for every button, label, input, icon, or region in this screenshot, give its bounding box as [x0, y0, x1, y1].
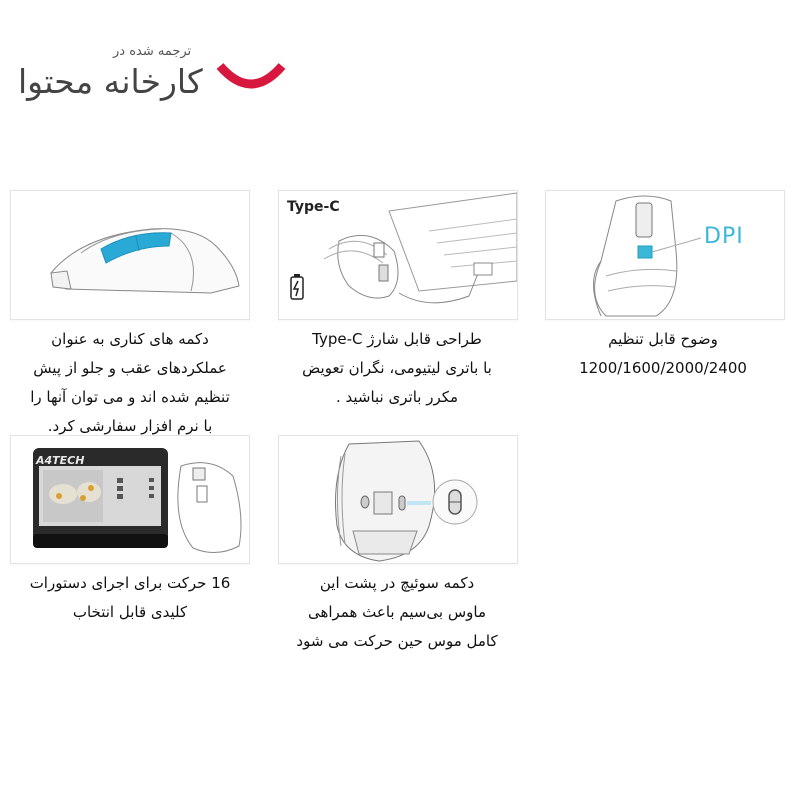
caption-line: دکمه های کناری به عنوان: [51, 330, 209, 348]
caption-line: مکرر باتری نباشید .: [335, 388, 459, 406]
mouse-side-view-icon: [11, 191, 249, 319]
caption-line: عملکردهای عقب و جلو از پیش: [33, 359, 227, 377]
caption-dpi: [533, 325, 793, 383]
logo-subtitle: ترجمه شده در: [113, 44, 192, 59]
caption-line: ماوس بی‌سیم باعث همراهی: [307, 603, 487, 621]
caption-line: 16 حرکت برای اجرای دستورات: [29, 574, 231, 592]
caption-line: تنظیم شده اند و می توان آنها را: [30, 388, 230, 406]
caption-line: کامل موس حین حرکت می شود: [296, 632, 498, 650]
logo: [18, 40, 278, 110]
feature-card-side-buttons: [10, 190, 250, 320]
caption-line: با نرم افزار سفارشی کرد.: [47, 417, 213, 435]
feature-card-software: [10, 435, 250, 564]
caption-power-switch: [267, 569, 527, 656]
caption-line: با باتری لیتیومی، نگران تعویض: [302, 359, 492, 377]
dpi-label: DPI: [704, 224, 744, 249]
brand-label: A4TECH: [36, 454, 85, 467]
caption-software: [0, 569, 260, 627]
smile-arc-icon: [216, 60, 286, 90]
logo-title: کارخانه محتوا: [18, 62, 203, 101]
battery-charging-icon: [291, 277, 303, 299]
feature-card-type-c: [278, 190, 518, 320]
caption-line: وضوح قابل تنظیم: [608, 330, 718, 348]
caption-side-buttons: [0, 325, 260, 441]
caption-line: دکمه سوئیچ در پشت این: [319, 574, 475, 592]
type-c-label: Type-C: [287, 199, 340, 215]
mouse-bottom-view-icon: [279, 436, 517, 563]
caption-line: طراحی قابل شارژ Type-C: [312, 330, 482, 348]
caption-line: کلیدی قابل انتخاب: [72, 603, 188, 621]
feature-card-power-switch: [278, 435, 518, 564]
caption-line: 1200/1600/2000/2400: [579, 359, 747, 377]
mouse-top-view-icon: [546, 191, 784, 319]
caption-type-c: [267, 325, 527, 412]
feature-card-dpi: [545, 190, 785, 320]
